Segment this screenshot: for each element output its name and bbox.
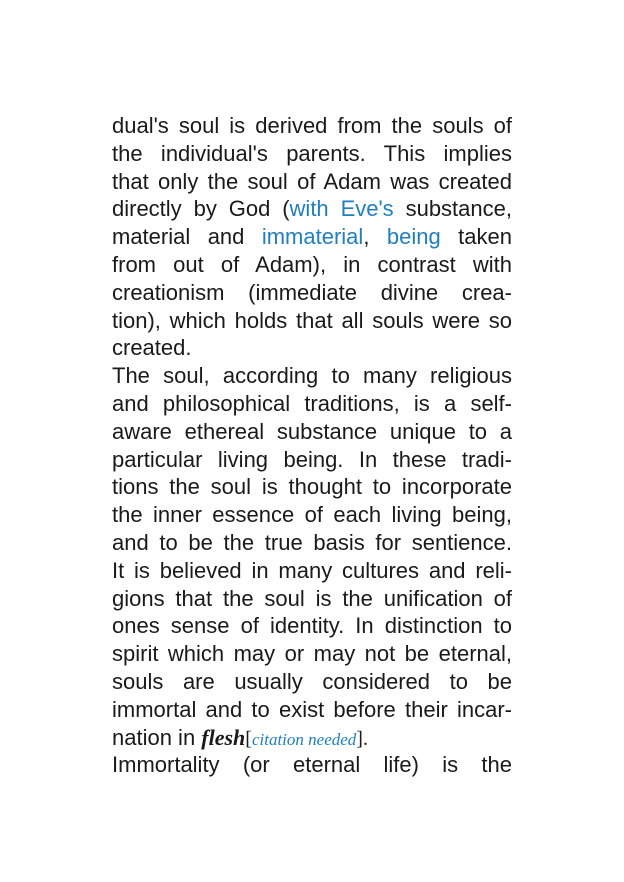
citation-bracket-close: ]. [356, 727, 368, 750]
text-line: souls are usually considered to be [112, 668, 512, 694]
text-line: immortal and to exist before their incar- [112, 696, 512, 722]
text-fragment: substance, [393, 196, 512, 222]
text-line: the individual's parents. This implies [112, 140, 512, 166]
text-line: the inner essence of each living being, [112, 502, 512, 528]
text-line: The soul, according to many religious [112, 363, 512, 389]
text-line [112, 195, 512, 223]
text-line: Immortality (or eternal life) is the [112, 752, 512, 778]
text-line: tions the soul is thought to incorporate [112, 474, 512, 500]
text-line: gions that the soul is the unification of [112, 585, 512, 611]
link-immaterial[interactable]: immaterial [261, 224, 364, 250]
link-being[interactable]: being [386, 224, 441, 250]
text-line: aware ethereal substance unique to a [112, 418, 512, 444]
text-line: dual's soul is derived from the souls of [112, 113, 512, 138]
text-line: created. [112, 335, 192, 361]
text-line: from out of Adam), in contrast with [112, 251, 512, 277]
text-fragment: nation in [112, 724, 202, 750]
text-line [112, 223, 512, 251]
text-line: tion), which holds that all souls were so [112, 307, 512, 333]
text-fragment: , [363, 224, 387, 250]
text-line: that only the soul of Adam was created [112, 168, 512, 194]
text-fragment: material and [112, 224, 262, 250]
text-line [112, 724, 512, 752]
citation-needed-link[interactable]: citation needed [251, 729, 357, 749]
paragraph-traducianism [112, 112, 512, 362]
paragraph-immortality [112, 751, 512, 779]
text-line: particular living being. In these tradi- [112, 446, 512, 472]
text-line: It is believed in many cultures and reli- [112, 557, 512, 583]
paragraph-soul-definition [112, 362, 512, 751]
citation-bracket-open: [ [245, 727, 252, 750]
text-line: spirit which may or may not be eternal, [112, 641, 512, 667]
text-fragment: directly by God ( [112, 196, 290, 222]
emphasized-word-flesh: flesh [201, 724, 246, 750]
document-page [112, 112, 512, 779]
text-line: and to be the true basis for sentience. [112, 529, 512, 555]
text-line: ones sense of identity. In distinction to [112, 613, 512, 639]
link-with-eves[interactable]: with Eve's [289, 196, 394, 222]
text-line: creationism (immediate divine crea- [112, 279, 512, 305]
text-line: and philosophical traditions, is a self- [112, 390, 512, 416]
text-fragment: taken [440, 224, 512, 250]
